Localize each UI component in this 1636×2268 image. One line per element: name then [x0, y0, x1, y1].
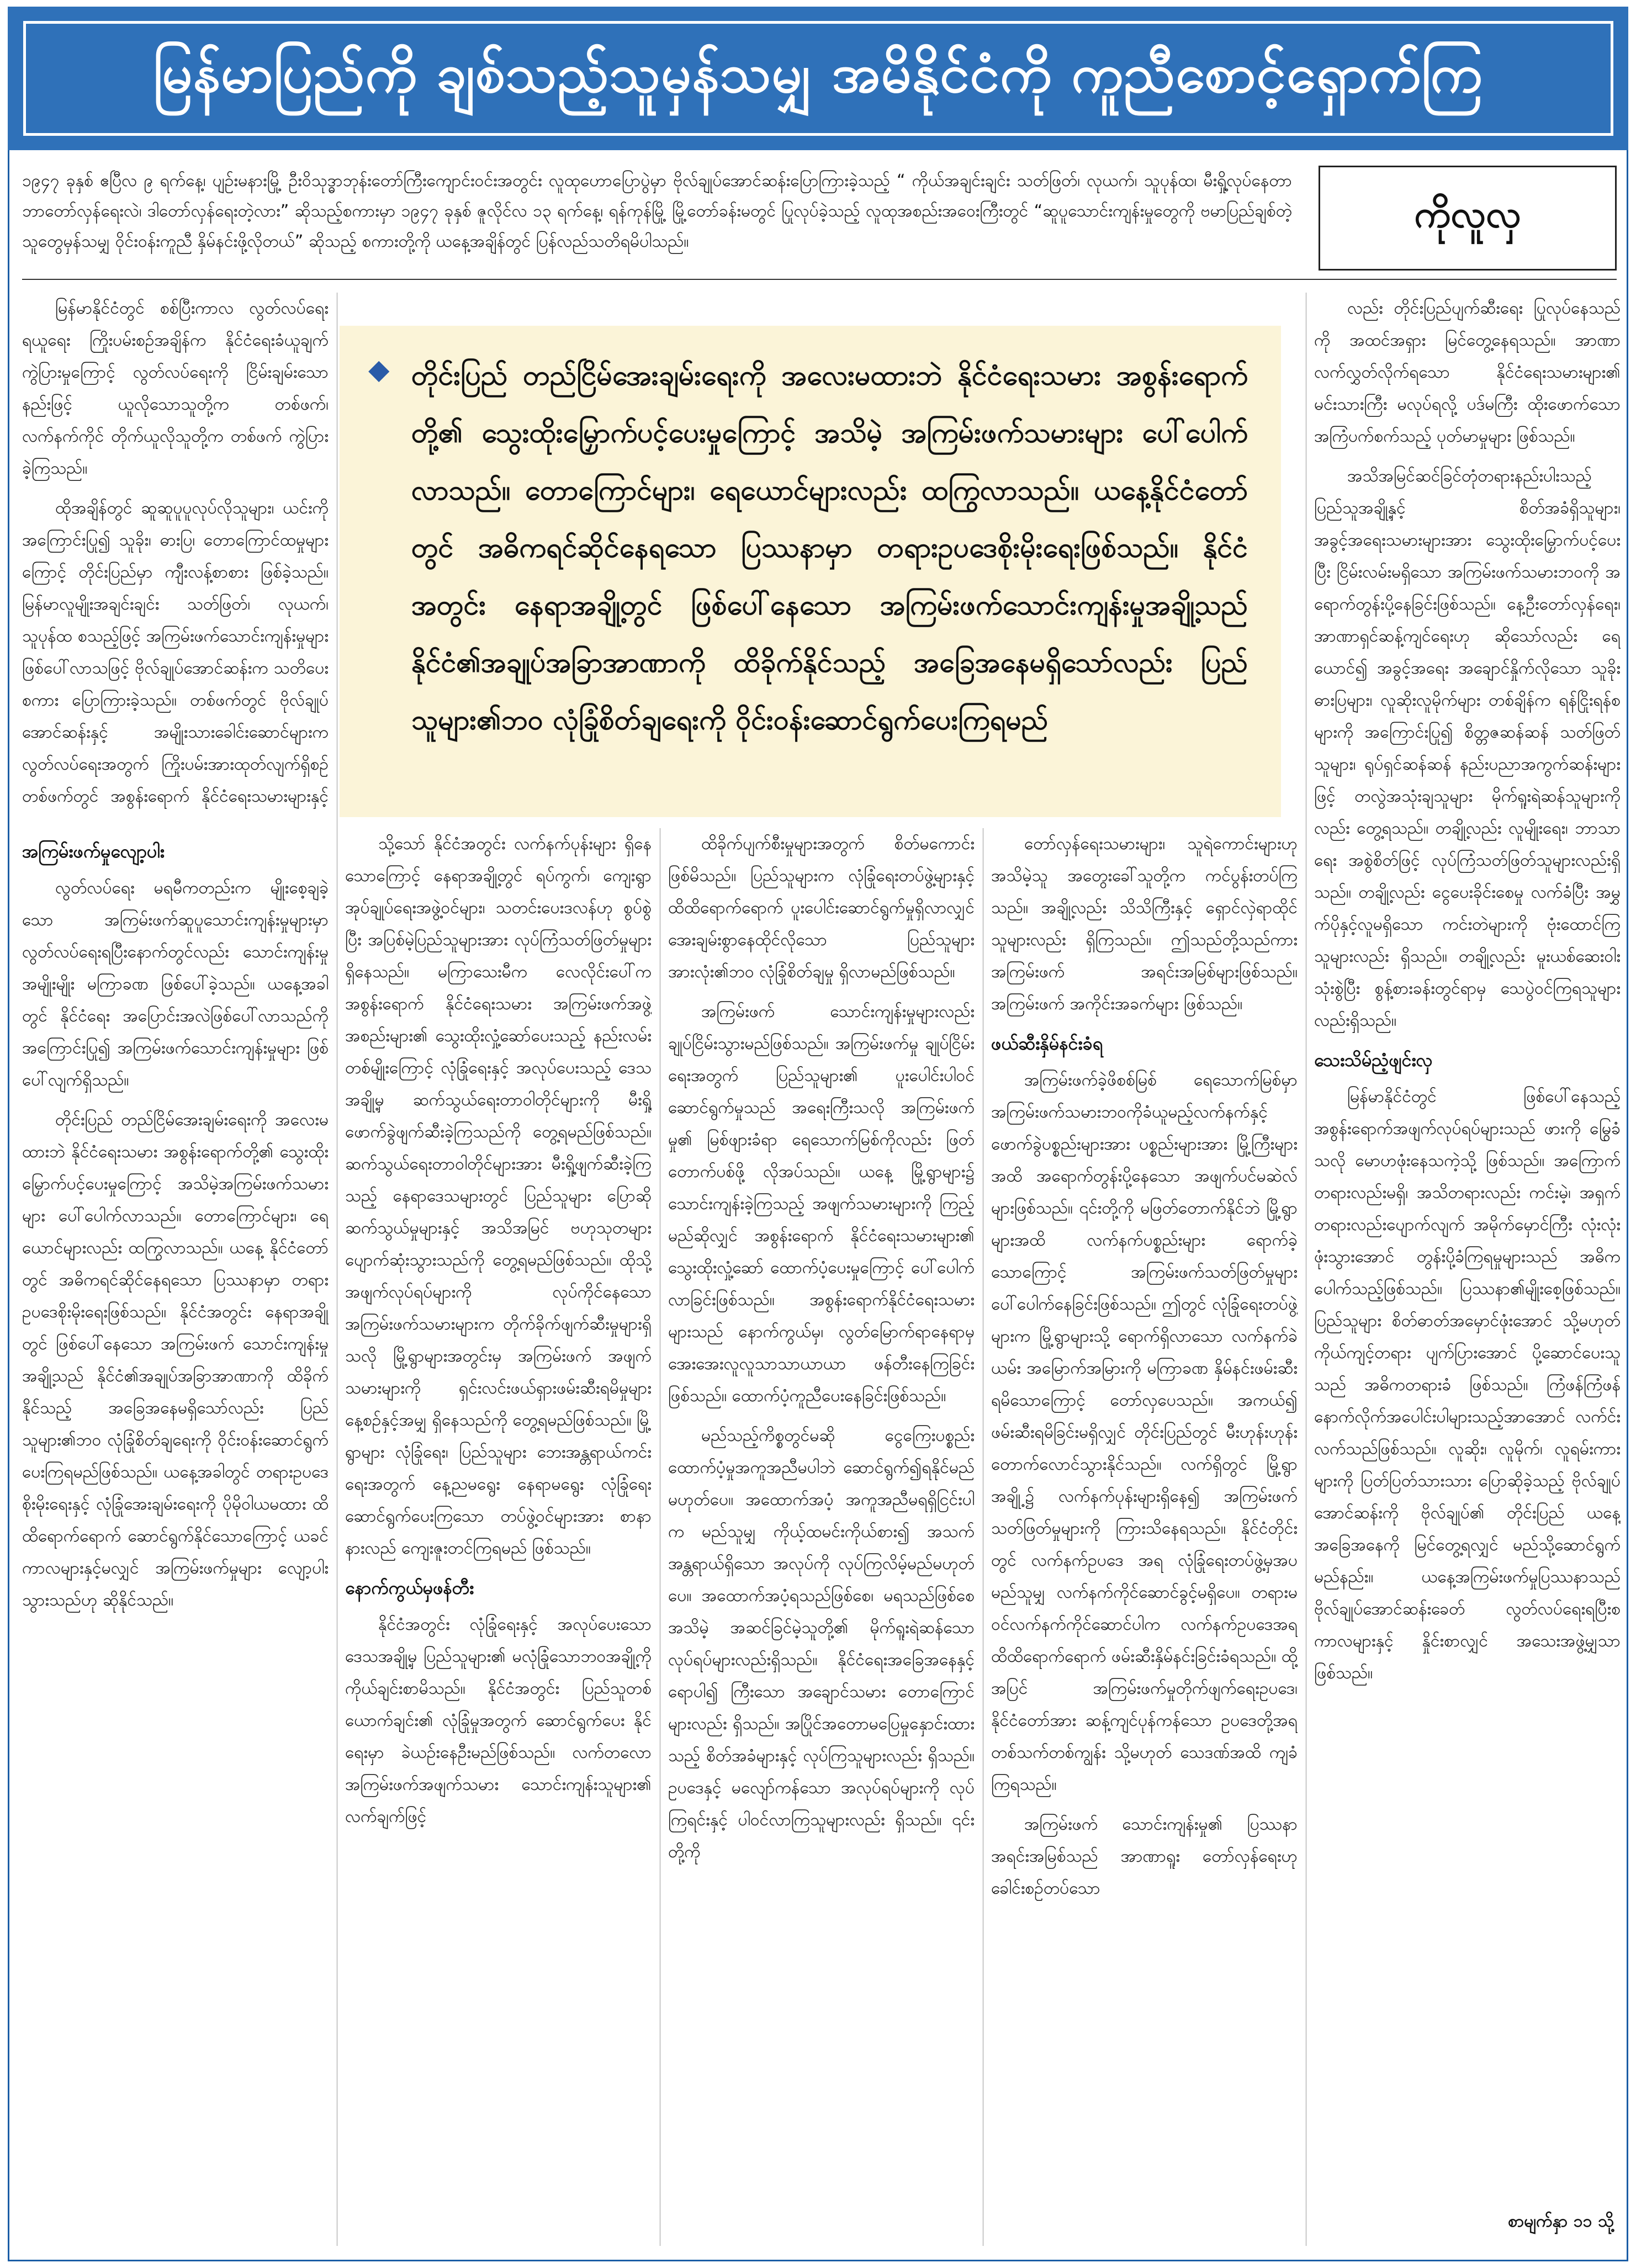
- column-1: [22, 293, 329, 812]
- column-1b: [22, 828, 329, 2246]
- author-box: [1319, 166, 1617, 271]
- subheading-4: သေးသိမ်ညံ့ဖျင်းလှ: [1314, 1050, 1433, 1071]
- subheading-1: အကြမ်းဖက်မှုလျော့ပါး: [22, 841, 165, 862]
- paragraph: ထိခိုက်ပျက်စီးမှုများအတွက် စိတ်မကောင်း ဖြစ်မိသည်။ ပြည်သူများက လုံခြုံရေးတပ်ဖွဲ့များနှင့် ထိထိရောက်ရောက် ပူးပေါင်းဆောင်ရွက်မှုရှိလာလျှင် အေးချမ်းစွာနေထိုင်လိုသော ပြည်သူများအားလုံး၏ဘဝ လုံခြုံစိတ်ချမှု ရှိလာမည်ဖြစ်သည်။: [668, 834, 975, 982]
- paragraph: တော်လှန်ရေးသမားများ၊ သူရဲကောင်းများဟု အသိမဲ့သူ အတွေးခေါ်သူတို့က ကင်ပွန်းတပ်ကြသည်။ အချို့လည်း သိသိကြီးနှင့် ရှောင်လှဲရာထိုင်သူများလည်း ရှိကြသည်။ ဤသည်တို့သည်ကား အကြမ်းဖက် အရင်းအမြစ်များဖြစ်သည်။ အကြမ်းဖက် အကိုင်းအခက်များ ဖြစ်သည်။: [991, 834, 1298, 1014]
- paragraph: မြန်မာနိုင်ငံတွင် ဖြစ်ပေါ်နေသည့် အစွန်းရောက်အဖျက်လုပ်ရပ်များသည် ဖားကို မြွေခံသလို မောဟဖုံးနေသကဲ့သို့ ဖြစ်သည်။ အကြောက်တရားလည်းမရှိ၊ အသိတရားလည်း ကင်းမဲ့၊ အရှက်တရားလည်းပျောက်လျက် အမိုက်မှောင်ကြီး လုံးလုံးဖုံးသွားအောင် တွန်းပို့ခံကြရမှုများသည် အဓိကပေါက်သည့်ဖြစ်သည်။ ပြဿနာ၏မျိုးစေ့ဖြစ်သည်။ ပြည်သူများ စိတ်ဓာတ်အမှောင်ဖုံးအောင် သို့မဟုတ် ကိုယ်ကျင့်တရား ပျက်ပြားအောင် ပို့ဆောင်ပေးသူသည် အဓိကတရားခံ ဖြစ်သည်။ ကြံဖန်ကြံဖန် နောက်လိုက်အပေါင်းပါများသည့်အာအောင် လက်င်းလက်သည်ဖြစ်သည်။ လူဆိုး၊ လူမိုက်၊ လူရမ်းကားများကို ပြတ်ပြတ်သားသား ပြောဆိုခဲ့သည့် ဗိုလ်ချုပ်အောင်ဆန်းကို ဗိုလ်ချုပ်၏ တိုင်းပြည် ယနေ့အခြေအနေကို မြင်တွေ့ရလျှင် မည်သို့ဆောင်ရွက်မည်နည်း။ ယနေ့အကြမ်းဖက်မှုပြဿနာသည် ဗိုလ်ချုပ်အောင်ဆန်းခေတ် လွတ်လပ်ရေးရပြီးစ ကာလများနှင့် နှိုင်းစာလျှင် အသေးအဖွဲ့မျှသာဖြစ်သည်။: [1314, 1087, 1621, 1683]
- paragraph: မည်သည့်ကိစ္စတွင်မဆို ငွေကြေးပစ္စည်း ထောက်ပံ့မှုအကူအညီမပါဘဲ ဆောင်ရွက်၍ရနိုင်မည် မဟုတ်ပေ။ အထောက်အပံ့ အကူအညီမရရှိငြင်းပါက မည်သူမျှ ကိုယ့်ထမင်းကိုယ်စား၍ အသက်အန္တရာယ်ရှိသော အလုပ်ကို လုပ်ကြလိမ့်မည်မဟုတ်ပေ။ အထောက်အပံ့ရသည်ဖြစ်စေ၊ မရသည်ဖြစ်စေ အသိမဲ့ အဆင်ခြင်မဲ့သူတို့၏ မိုက်ရူးရဲဆန်သော လုပ်ရပ်များလည်းရှိသည်။ နိုင်ငံရေးအခြေအနေနှင့် ရောပါ၍ ကြီးသော အချောင်သမား တောကြောင်များလည်း ရှိသည်။ အပြိုင်အတောမပြေမှုနှောင်းထားသည့် စိတ်အခံများနှင့် လုပ်ကြသူများလည်း ရှိသည်။ ဥပဒေနှင့် မလျော်ကန်သော အလုပ်ရပ်များကို လုပ်ကြရင်းနှင့် ပါဝင်လာကြသူများလည်း ရှိသည်။ ၎င်းတို့ကို: [668, 1426, 975, 1862]
- article-title: မြန်မာပြည်ကို ချစ်သည့်သူမှန်သမျှ အမိနိုင်ငံကို ကူညီစောင့်ရှောက်ကြ: [153, 43, 1483, 104]
- author-name: ကိုလူလှ: [1413, 193, 1522, 236]
- pull-quote-box: [340, 326, 1281, 817]
- paragraph: အကြမ်းဖက် သောင်းကျန်းမှု၏ ပြဿနာအရင်းအမြစ်သည် အာဏာရူး တော်လှန်ရေးဟု ခေါင်းစဉ်တပ်သော: [991, 1815, 1298, 1898]
- paragraph: မြန်မာနိုင်ငံတွင် စစ်ပြီးကာလ လွတ်လပ်ရေးရယူရေး ကြိုးပမ်းစဉ်အချိန်က နိုင်ငံရေးခံယူချက် ကွဲပြားမှုကြောင့် လွတ်လပ်ရေးကို ငြိမ်းချမ်းသောနည်းဖြင့် ယူလိုသောသူတို့က တစ်ဖက်၊ လက်နက်ကိုင် တိုက်ယူလိုသူတို့က တစ်ဖက် ကွဲပြားခဲ့ကြသည်။: [22, 299, 329, 478]
- column-5: [1314, 293, 1621, 2207]
- paragraph: အကြမ်းဖက် သောင်းကျန်းမှုများလည်း ချုပ်ငြိမ်းသွားမည်ဖြစ်သည်။ အကြမ်းဖက်မှု ချုပ်ငြိမ်းရေးအတွက် ပြည်သူများ၏ ပူးပေါင်းပါဝင် ဆောင်ရွက်မှုသည် အရေးကြီးသလို အကြမ်းဖက်မှု၏ မြစ်ဖျားခံရာ ရေသောက်မြစ်ကိုလည်း ဖြတ်တောက်ပစ်ဖို့ လိုအပ်သည်။ ယနေ့ မြို့ရွာများ၌ သောင်းကျန်းခဲ့ကြသည့် အဖျက်သမားများကို ကြည့်မည်ဆိုလျှင် အစွန်းရောက် နိုင်ငံရေးသမားများ၏ သွေးထိုးလှုံ့ဆော် ထောက်ပံ့ပေးမှုကြောင့် ပေါ်ပေါက်လာခြင်းဖြစ်သည်။ အစွန်းရောက်နိုင်ငံရေးသမားများသည် နောက်ကွယ်မှ၊ လွတ်မြောက်ရာနေရာမှ အေးအေးလူလူသာသာယာယာ ဖန်တီးနေကြခြင်းဖြစ်သည်။ ထောက်ပံ့ကူညီပေးနေခြင်းဖြစ်သည်။: [668, 1002, 975, 1406]
- paragraph: လွတ်လပ်ရေး မရမီကတည်းက မျိုးစေ့ချခဲ့သော အကြမ်းဖက်ဆူပူသောင်းကျန်းမှုများမှာ လွတ်လပ်ရေးရပြီးနောက်တွင်လည်း သောင်းကျန်းမှုအမျိုးမျိုး မကြာခဏ ဖြစ်ပေါ်ခဲ့သည်။ ယနေ့အခါတွင် နိုင်ငံရေး အပြောင်းအလဲဖြစ်ပေါ်လာသည်ကို အကြောင်းပြု၍ အကြမ်းဖက်သောင်းကျန်းမှုများ ဖြစ်ပေါ်လျက်ရှိသည်။: [22, 878, 329, 1090]
- paragraph: ထိုအချိန်တွင် ဆူဆူပူပူလုပ်လိုသူများ၊ ယင်းကိုအကြောင်းပြု၍ သူခိုး၊ ဓားပြ၊ တောကြောင်ထမှုများကြောင့် တိုင်းပြည်မှာ ကျီးလန့်စာစား ဖြစ်ခဲ့သည်။ မြန်မာလူမျိုးအချင်းချင်း သတ်ဖြတ်၊ လုယက်၊ သူပုန်ထ စသည့်ဖြင့် အကြမ်းဖက်သောင်းကျန်းမှုများ ဖြစ်ပေါ်လာသဖြင့် ဗိုလ်ချုပ်အောင်ဆန်းက သတိပေးစကား ပြောကြားခဲ့သည်။ တစ်ဖက်တွင် ဗိုလ်ချုပ်အောင်ဆန်းနှင့် အမျိုးသားခေါင်းဆောင်များက လွတ်လပ်ရေးအတွက် ကြိုးပမ်းအားထုတ်လျက်ရှိစဉ် တစ်ဖက်တွင် အစွန်းရောက် နိုင်ငံရေးသမားများနှင့်: [22, 499, 329, 806]
- title-frame: [23, 21, 1613, 136]
- column-3: [668, 828, 975, 2246]
- column-2: [345, 828, 652, 2246]
- subheading-3: ဖယ်ဆီးနှိမ်နင်းခံရ: [991, 1033, 1103, 1054]
- paragraph: နိုင်ငံအတွင်း လုံခြုံရေးနှင့် အလုပ်ပေးသော ဒေသအချို့မှ ပြည်သူများ၏ မလုံခြုံသောဘဝအချို့ကို ကိုယ်ချင်းစာမိသည်။ နိုင်ငံအတွင်း ပြည်သူတစ်ယောက်ချင်း၏ လုံခြုံမှုအတွက် ဆောင်ရွက်ပေး နိုင်ရေးမှာ ခဲယဉ်းနေဦးမည်ဖြစ်သည်။ လက်တလောအကြမ်းဖက်အဖျက်သမား သောင်းကျန်းသူများ၏ လက်ချက်ဖြင့်: [345, 1615, 652, 1826]
- paragraph: သို့သော် နိုင်ငံအတွင်း လက်နက်ပုန်းများ ရှိနေသောကြောင့် နေရာအချို့တွင် ရပ်ကွက်၊ ကျေးရွာအုပ်ချုပ်ရေးအဖွဲ့ဝင်များ၊ သတင်းပေးဒလန်ဟု စွပ်စွဲပြီး အပြစ်မဲ့ပြည်သူများအား လုပ်ကြံသတ်ဖြတ်မှုများ ရှိနေသည်။ မကြာသေးမီက လေလိုင်းပေါ်က အစွန်းရောက် နိုင်ငံရေးသမား အကြမ်းဖက်အဖွဲ့အစည်းများ၏ သွေးထိုးလှုံ့ဆော်ပေးသည့် နည်းလမ်းတစ်မျိုးကြောင့် လုံခြုံရေးနှင့် အလုပ်ပေးသည့် ဒေသအချို့မှ ဆက်သွယ်ရေးတာဝါတိုင်များကို မီးရှို့ဖောက်ခွဲဖျက်ဆီးခဲ့ကြသည်ကို တွေ့ရမည်ဖြစ်သည်။ ဆက်သွယ်ရေးတာဝါတိုင်များအား မီးရှို့ဖျက်ဆီးခဲ့ကြသည့် နေရာဒေသများတွင် ပြည်သူများ ပြောဆိုဆက်သွယ်မှုများနှင့် အသိအမြင် ဗဟုသုတများ ပျောက်ဆုံးသွားသည်ကို တွေ့ရမည်ဖြစ်သည်။ ထိုသို့ အဖျက်လုပ်ရပ်များကို လုပ်ကိုင်နေသော အကြမ်းဖက်သမားများက တိုက်ခိုက်ဖျက်ဆီးမှုများရှိသလို မြို့ရွာများအတွင်းမှ အကြမ်းဖက် အဖျက်သမားများကို ရှင်းလင်းဖယ်ရှားဖမ်းဆီးရမိမှုများ နေ့စဉ်နှင့်အမျှ ရှိနေသည်ကို တွေ့ရမည်ဖြစ်သည်။ မြို့ရွာများ လုံခြုံရေး၊ ပြည်သူများ ဘေးအန္တရာယ်ကင်းရေးအတွက် နေ့ညမရွေး နေရာမရွေး လုံခြုံရေးဆောင်ရွက်ပေးကြသော တပ်ဖွဲ့ဝင်များအား စာနာနားလည် ကျေးဇူးတင်ကြရမည် ဖြစ်သည်။: [345, 834, 652, 1558]
- subheading-2: နောက်ကွယ်မှဖန်တီး: [345, 1577, 474, 1598]
- pull-quote-text: တိုင်းပြည် တည်ငြိမ်အေးချမ်းရေးကို အလေးမထားဘဲ နိုင်ငံရေးသမား အစွန်းရောက်တို့၏ သွေးထိုးမြှောက်ပင့်ပေးမှုကြောင့် အသိမဲ့ အကြမ်းဖက်သမားများ ပေါ်ပေါက်လာသည်။ တောကြောင်များ၊ ရေယောင်များလည်း ထကြွလာသည်။ ယနေ့နိုင်ငံတော်တွင် အဓိကရင်ဆိုင်နေရသော ပြဿနာမှာ တရားဥပဒေစိုးမိုးရေးဖြစ်သည်။ နိုင်ငံအတွင်း နေရာအချို့တွင် ဖြစ်ပေါ်နေသော အကြမ်းဖက်သောင်းကျန်းမှုအချို့သည် နိုင်ငံ၏အချုပ်အခြာအာဏာကို ထိခိုက်နိုင်သည့် အခြေအနေမရှိသော်လည်း ပြည်သူများ၏ဘဝ လုံခြုံစိတ်ချရေးကို ဝိုင်းဝန်းဆောင်ရွက်ပေးကြရမည်: [411, 359, 1248, 736]
- paragraph: လည်း တိုင်းပြည်ပျက်ဆီးရေး ပြုလုပ်နေသည်ကို အထင်အရှား မြင်တွေ့နေရသည်။ အာဏာလက်လွှတ်လိုက်ရသော နိုင်ငံရေးသမားများ၏ မင်းသားကြီး မလုပ်ရလို့ ပဒ်မကြီး ထိုးဖောက်သော အကြံပက်စက်သည့် ပုတ်မာမှုများ ဖြစ်သည်။: [1314, 299, 1621, 446]
- diamond-bullet-icon: ◆: [368, 353, 390, 385]
- paragraph: တိုင်းပြည် တည်ငြိမ်အေးချမ်းရေးကို အလေးမထားဘဲ နိုင်ငံရေးသမား အစွန်းရောက်တို့၏ သွေးထိုးမြှောက်ပင့်ပေးမှုကြောင့် အသိမဲ့အကြမ်းဖက်သမားများ ပေါ်ပေါက်လာသည်။ တောကြောင်များ၊ ရေယောင်များလည်း ထကြွလာသည်။ ယနေ့ နိုင်ငံတော်တွင် အဓိကရင်ဆိုင်နေရသော ပြဿနာမှာ တရားဥပဒေစိုးမိုးရေးဖြစ်သည်။ နိုင်ငံအတွင်း နေရာအချို့တွင် ဖြစ်ပေါ်နေသော အကြမ်းဖက် သောင်းကျန်းမှုအချို့သည် နိုင်ငံ၏အချုပ်အခြာအာဏာကို ထိခိုက်နိုင်သည့် အခြေအနေမရှိသော်လည်း ပြည်သူများ၏ဘဝ လုံခြုံစိတ်ချရေးကို ဝိုင်းဝန်းဆောင်ရွက် ပေးကြရမည်ဖြစ်သည်။ ယနေ့အခါတွင် တရားဥပဒေစိုးမိုးရေးနှင့် လုံခြုံအေးချမ်းရေးကို ပိုမိုဝါယမထား ထိထိရောက်ရောက် ဆောင်ရွက်နိုင်သောကြောင့် ယခင်ကာလများနှင့်မလျှင် အကြမ်းဖက်မှုများ လျော့ပါးသွားသည်ဟု ဆိုနိုင်သည်။: [22, 1110, 329, 1610]
- title-banner: [8, 7, 1628, 150]
- lead-paragraph: ၁၉၄၇ ခုနှစ် ဧပြီလ ၉ ရက်နေ့၊ ပျဉ်းမနားမြို့ ဦးဝိသုဒ္ဓာဘုန်းတော်ကြီးကျောင်းဝင်းအတွင်း လူထုဟောပြောပွဲမှာ ဗိုလ်ချုပ်အောင်ဆန်းပြောကြားခဲ့သည့် “ ကိုယ်အချင်းချင်း သတ်ဖြတ်၊ လုယက်၊ သူပုန်ထ၊ မီးရှို့လုပ်နေတာ ဘာတော်လှန်ရေးလဲ၊ ဒါတော်လှန်ရေးတဲ့လား” ဆိုသည့်စကားမှာ ၁၉၄၇ ခုနှစ် ဇူလိုင်လ ၁၃ ရက်နေ့၊ ရန်ကုန်မြို့ မြို့တော်ခန်းမတွင် ပြုလုပ်ခဲ့သည့် လူထုအစည်းအဝေးကြီးတွင် “ဆူပူသောင်းကျန်းမှုတွေကို ဗမာပြည်ချစ်တဲ့သူတွေမှန်သမျှ ဝိုင်းဝန်းကူညီ နှိမ်နင်းဖို့လိုတယ်” ဆိုသည့် စကားတို့ကို ယနေ့အချိန်တွင် ပြန်လည်သတိရမိပါသည်။: [22, 171, 1292, 251]
- paragraph: အသိအမြင်ဆင်ခြင်တုံတရားနည်းပါးသည့် ပြည်သူအချို့နှင့် စိတ်အခံရှိသူများ၊ အခွင့်အရေးသမားများအား သွေးထိုးမြှောက်ပင့်ပေးပြီး ငြိမ်းလမ်းမရှိသော အကြမ်းဖက်သမားဘဝကို အရောက်တွန်းပို့နေခြင်းဖြစ်သည်။ နေ့ဦးတော်လှန်ရေး၊ အာဏာရှင်ဆန့်ကျင်ရေးဟု ဆိုသော်လည်း ရေယောင်၍ အခွင့်အရေး အချောင်နှိုက်လိုသော သူခိုးဓားပြများ၊ လူဆိုးလူမိုက်များ တစ်ချိန်က ရန်ငြိုးရန်စများကို အကြောင်းပြု၍ စိတ္တဇဆန်ဆန် သတ်ဖြတ်သူများ၊ ရုပ်ရှင်ဆန်ဆန် နည်းပညာအကွက်ဆန်းများဖြင့် တလွဲအသုံးချသူများ မိုက်ရူးရဲဆန်သူများကိုလည်း တွေ့ရသည်။ တချို့လည်း လူမျိုးရေး၊ ဘာသာရေး အစွဲစိတ်ဖြင့် လုပ်ကြံသတ်ဖြတ်သူများလည်းရှိသည်။ တချို့လည်း ငွေပေးခိုင်းစေမှု လက်ခံပြီး အမွှက်ပိုနှင့်လူမရှိသော ကင်းတဲများကို ဗုံးထောင်ကြသူများလည်း ရှိသည်။ တချို့လည်း မူးယစ်ဆေးဝါးသုံးစွဲပြီး စွန့်စားခန်းတွင်ရာမှ သေပွဲဝင်ကြရသူများ လည်းရှိသည်။: [1314, 467, 1621, 1030]
- header-divider: [22, 279, 1617, 280]
- continued-on-page: စာမျက်နှာ ၁၁ သို့: [1508, 2212, 1614, 2231]
- column-4: [991, 828, 1298, 2246]
- paragraph: အကြမ်းဖက်ခဲ့ဖိစစ်မြစ် ရေသောက်မြစ်မှာ အကြမ်းဖက်သမားဘဝကိုခံယူမည့်လက်နက်နှင့် ဖောက်ခွဲပစ္စည်းများအား ပစ္စည်းများအား မြို့ကြီးများအထိ အရောက်တွန်းပို့နေသော အဖျက်ပင်မဆဲလ်များဖြစ်သည်။ ၎င်းတို့ကို မဖြတ်တောက်နိုင်ဘဲ မြို့ရွာများအထိ လက်နက်ပစ္စည်းများ ရောက်ခဲ့သောကြောင့် အကြမ်းဖက်သတ်ဖြတ်မှုများ ပေါ်ပေါက်နေခြင်းဖြစ်သည်။ ဤတွင် လုံခြုံရေးတပ်ဖွဲ့များက မြို့ရွာများသို့ ရောက်ရှိလာသော လက်နက်ခဲယမ်း အမြောက်အမြားကို မကြာခဏ နှိမ်နင်းဖမ်းဆီးရမိသောကြောင့် တော်လှပေသည်။ အကယ်၍ ဖမ်းဆီးရမိခြင်းမရှိလျှင် တိုင်းပြည်တွင် မီးဟုန်းဟုန်း တောက်လောင်သွားနိုင်သည်။ လက်ရှိတွင် မြို့ရွာအချို့၌ လက်နက်ပုန်းများရှိနေ၍ အကြမ်းဖက်သတ်ဖြတ်မှုများကို ကြားသိနေရသည်။ နိုင်ငံတိုင်းတွင် လက်နက်ဥပဒေ အရ လုံခြုံရေးတပ်ဖွဲ့မှအပ မည်သူမျှ လက်နက်ကိုင်ဆောင်ခွင့်မရှိပေ။ တရားမဝင်လက်နက်ကိုင်ဆောင်ပါက လက်နက်ဥပဒေအရ ထိထိရောက်ရောက် ဖမ်းဆီးနှိမ်နင်းခြင်းခံရသည်။ ထို့အပြင် အကြမ်းဖက်မှုတိုက်ဖျက်ရေးဥပဒေ၊ နိုင်ငံတော်အား ဆန့်ကျင်ပုန်ကန်သော ဥပဒေတို့အရ တစ်သက်တစ်ကျွန်း သို့မဟုတ် သေဒဏ်အထိ ကျခံကြရသည်။: [991, 1071, 1298, 1794]
